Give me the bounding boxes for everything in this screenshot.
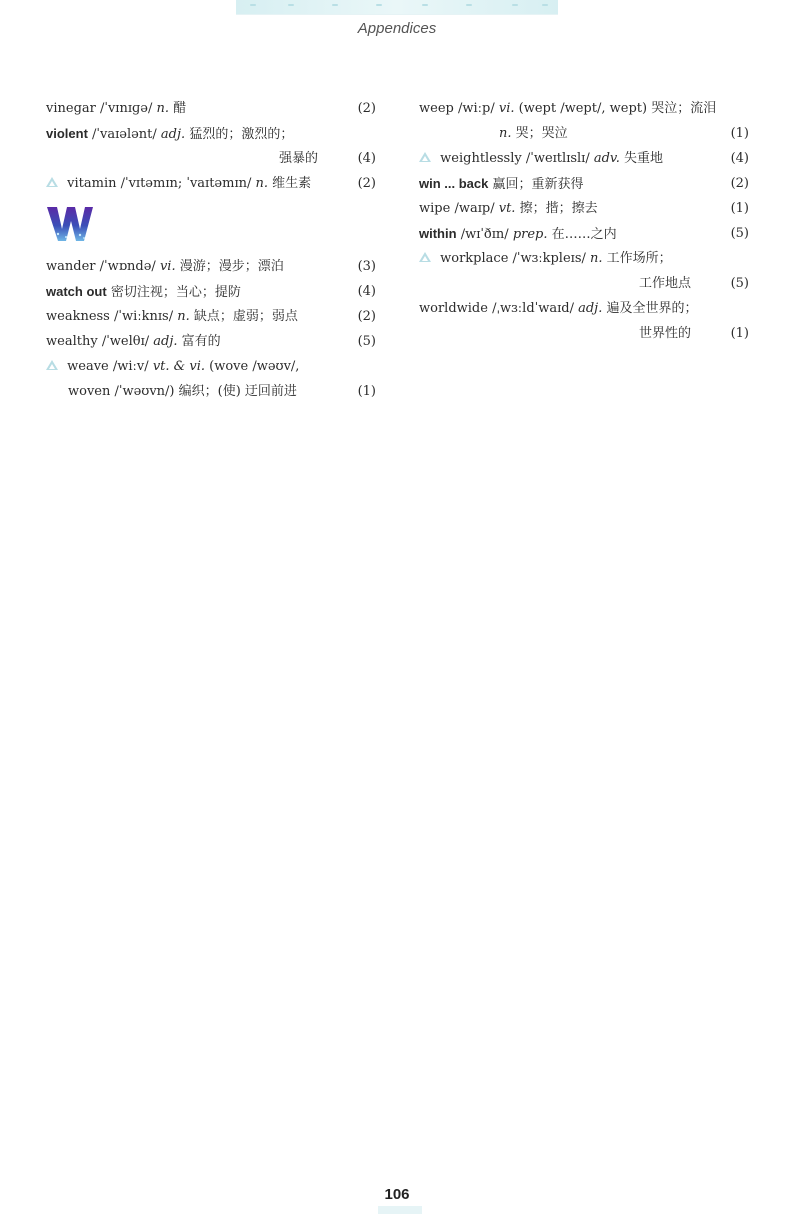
headword: weave (67, 359, 109, 374)
pronunciation: /ˈwiːknɪs/ (114, 309, 174, 324)
gloss: 漫游；漫步；漂泊 (179, 259, 284, 274)
part-of-speech: n. (177, 309, 190, 324)
unit-number: (2) (357, 176, 376, 191)
unit-number: (1) (730, 126, 749, 141)
gloss: 工作场所； (606, 251, 672, 266)
unit-number: (5) (730, 276, 749, 291)
triangle-marker-icon (419, 152, 431, 162)
gloss-continuation-text: 哭；哭泣 (515, 126, 568, 141)
entry-within (419, 221, 751, 246)
gloss: 维生素 (272, 176, 312, 191)
entry-watch-out (46, 279, 378, 304)
unit-number: (4) (357, 151, 376, 166)
headword: worldwide (419, 301, 488, 316)
pronunciation: /ˌwɜːldˈwaɪd/ (492, 301, 574, 316)
unit-number: (5) (730, 226, 749, 241)
headword: workplace (440, 251, 509, 266)
gloss: 醋 (173, 101, 187, 116)
pronunciation: /waɪp/ (454, 201, 495, 216)
part-of-speech: n. (156, 101, 170, 116)
gloss-continuation (46, 146, 378, 171)
pronunciation: /ˈvaɪələnt/ (92, 127, 157, 142)
part-of-speech: vt. & vi. (152, 359, 205, 374)
pronunciation: /ˈwelθɪ/ (101, 334, 150, 349)
part-of-speech: vi. (159, 259, 176, 274)
triangle-marker-icon (46, 360, 58, 370)
gloss-continuation-text: 工作地点 (638, 276, 691, 291)
entry-workplace (419, 246, 751, 296)
unit-number: (2) (730, 176, 749, 191)
gloss-continuation (419, 271, 751, 296)
gloss: (wept /wept/, wept) 哭泣；流泪 (518, 101, 717, 116)
gloss: (wove /wəʊv/, (209, 359, 300, 374)
entry-vitamin (46, 171, 378, 196)
entry-wander (46, 254, 378, 279)
entry-violent (46, 121, 378, 171)
unit-number: (4) (730, 151, 749, 166)
entry-wealthy (46, 329, 378, 354)
gloss-continuation-text: 世界性的 (638, 326, 691, 341)
triangle-marker-icon (46, 177, 58, 187)
entry-weightlessly (419, 146, 751, 171)
pronunciation: /ˈvɪtəmɪn; ˈvaɪtəmɪn/ (120, 176, 252, 191)
part-of-speech: adj. (578, 301, 603, 316)
headword: weightlessly (440, 151, 522, 166)
triangle-marker-icon (419, 252, 431, 262)
entry-weakness (46, 304, 378, 329)
gloss: 缺点；虚弱；弱点 (193, 309, 298, 324)
pronunciation: /wiːp/ (457, 101, 495, 116)
entry-vinegar (46, 96, 378, 121)
pronunciation: /ˈwɜːkpleɪs/ (512, 251, 586, 266)
gloss: 擦；揩；擦去 (519, 201, 598, 216)
headword: watch out (46, 284, 107, 299)
part-of-speech: n. (255, 176, 269, 191)
entry-wipe (419, 196, 751, 221)
headword: wander (46, 259, 96, 274)
unit-number: (1) (730, 326, 749, 341)
section-letter-w-graphic (46, 204, 94, 244)
unit-number: (2) (357, 309, 376, 324)
unit-number: (2) (357, 101, 376, 116)
gloss-continuation (419, 121, 751, 146)
part-of-speech: prep. (512, 227, 548, 242)
gloss: 密切注视；当心；提防 (110, 285, 241, 300)
part-of-speech: adv. (593, 151, 620, 166)
headword: wipe (419, 201, 451, 216)
unit-number: (1) (730, 201, 749, 216)
part-of-speech: n. (499, 126, 512, 141)
gloss: 失重地 (624, 151, 664, 166)
running-head: Appendices (357, 20, 437, 37)
page-number: 106 (384, 1186, 410, 1203)
unit-number: (5) (357, 334, 376, 349)
glossary-column-right (419, 96, 751, 346)
unit-number: (3) (357, 259, 376, 274)
gloss: 赢回；重新获得 (492, 177, 584, 192)
headword: vinegar (46, 101, 96, 116)
pronunciation: /ˈvɪnɪɡə/ (100, 101, 153, 116)
entry-weep (419, 96, 751, 146)
section-letter-w (46, 204, 378, 248)
entry-weave (46, 354, 378, 404)
footer-decoration (378, 1206, 422, 1214)
gloss: 在……之内 (551, 227, 617, 242)
glossary-column-left (46, 96, 378, 404)
headword: within (419, 226, 457, 241)
pronunciation: /wɪˈðɪn/ (460, 227, 509, 242)
part-of-speech: n. (590, 251, 603, 266)
gloss: 遍及全世界的； (606, 301, 698, 316)
part-of-speech: adj. (160, 127, 186, 142)
gloss-continuation-text: 强暴的 (278, 151, 318, 166)
entry-win-back (419, 171, 751, 196)
gloss-continuation-text: woven /ˈwəʊvn/) 编织；(使) 迂回前进 (68, 384, 297, 399)
unit-number: (4) (357, 284, 376, 299)
headword: violent (46, 126, 88, 141)
part-of-speech: vt. (498, 201, 516, 216)
gloss-continuation (419, 321, 751, 346)
headword: weakness (46, 309, 110, 324)
gloss: 富有的 (181, 334, 221, 349)
headword: wealthy (46, 334, 98, 349)
part-of-speech: vi. (498, 101, 515, 116)
unit-number: (1) (357, 384, 376, 399)
pronunciation: /ˈweɪtlɪslɪ/ (525, 151, 590, 166)
pronunciation: /wiːv/ (112, 359, 149, 374)
gloss-continuation (46, 379, 378, 404)
header-decoration (236, 0, 558, 15)
headword: win ... back (419, 176, 489, 191)
headword: weep (419, 101, 454, 116)
part-of-speech: adj. (153, 334, 178, 349)
gloss: 猛烈的；激烈的； (189, 127, 294, 142)
entry-worldwide (419, 296, 751, 346)
headword: vitamin (67, 176, 117, 191)
pronunciation: /ˈwɒndə/ (99, 259, 156, 274)
